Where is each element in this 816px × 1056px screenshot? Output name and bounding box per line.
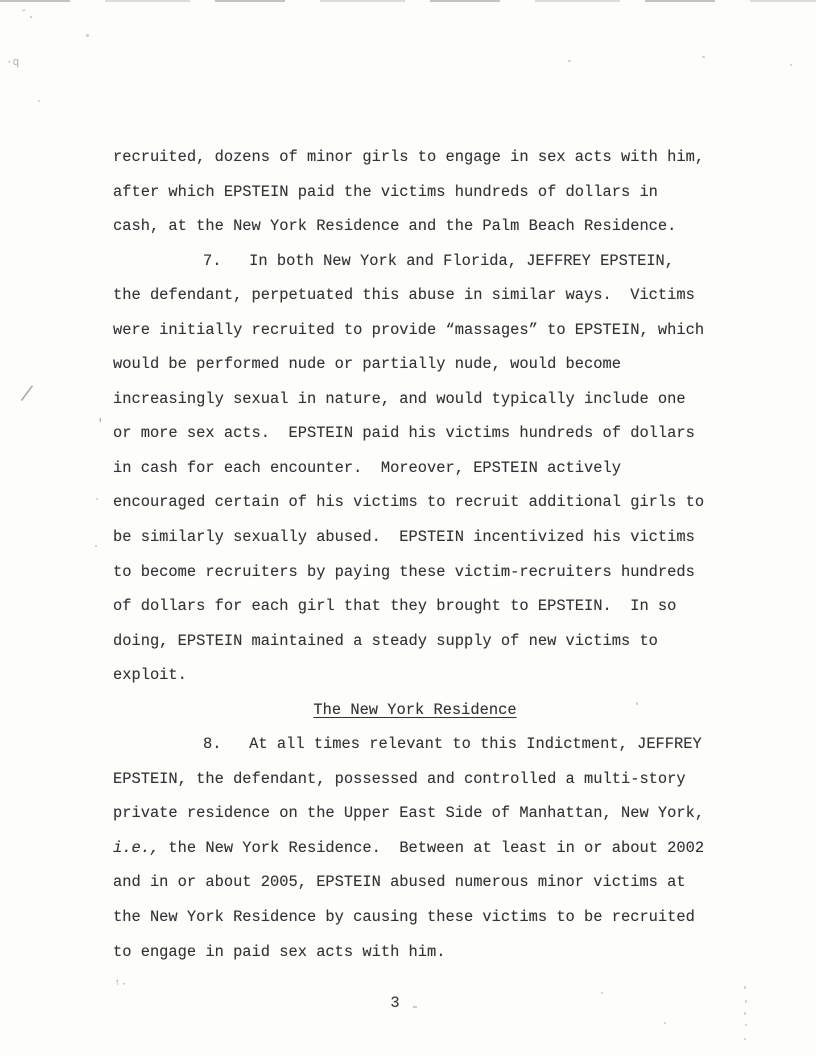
scan-speck [744,1012,746,1015]
scan-speck [95,545,97,547]
scan-speck [664,1022,666,1024]
text-line: were initially recruited to provide “massages” to EPSTEIN, which [113,320,705,339]
scan-speck [745,1000,747,1003]
scan-speck [601,992,603,994]
text-line: cash, at the New York Residence and the Palm Beach Residence. [113,217,677,236]
text-segment: the New York Residence. Between at least in or about 2002 [159,838,705,857]
text-line: in cash for each encounter. Moreover, EPSTEIN actively [113,458,621,477]
text-line: doing, EPSTEIN maintained a steady supply of new victims to [113,631,658,650]
text-line: to engage in paid sex acts with him. [113,942,446,961]
scan-speck [38,100,40,102]
text-line: 7. In both New York and Florida, JEFFREY EPSTEIN, [203,251,675,270]
text-line: private residence on the Upper East Side of Manhattan, New York, [113,804,705,823]
scan-speck [744,1038,746,1040]
text-line: of dollars for each girl that they brought to EPSTEIN. In so [113,597,677,616]
scan-speck [745,1024,747,1026]
scan-speck [636,702,638,705]
text-block [113,140,717,969]
scan-speck [790,64,792,66]
scan-artifact [0,0,816,2]
text-line [113,831,717,866]
text-line: or more sex acts. EPSTEIN paid his victims hundreds of dollars [113,424,695,443]
text-line: be similarly sexually abused. EPSTEIN incentivized his victims [113,528,695,547]
text-line: and in or about 2005, EPSTEIN abused numerous minor victims at [113,873,686,892]
scan-artifact: ·q [6,57,20,69]
italic-text-segment: i.e., [113,838,160,857]
scan-artifact: / [18,382,35,409]
section-heading: The New York Residence [313,700,517,719]
text-line: 8. At all times relevant to this Indictment, JEFFREY [203,735,702,754]
text-line: after which EPSTEIN paid the victims hundreds of dollars in [113,182,658,201]
page-number: 3 [390,994,400,1012]
text-line: EPSTEIN, the defendant, possessed and controlled a multi-story [113,769,686,788]
text-line: would be performed nude or partially nude, would become [113,355,621,374]
scan-speck [744,986,746,989]
scan-speck [413,1006,417,1008]
scan-speck [96,498,98,500]
text-line: encouraged certain of his victims to recruit additional girls to [113,493,705,512]
text-line: the defendant, perpetuated this abuse in similar ways. Victims [113,286,695,305]
scan-artifact: ' [96,417,105,433]
scan-speck [568,60,571,62]
scan-artifact: ˇ. [20,8,35,22]
text-line: recruited, dozens of minor girls to engage in sex acts with him, [113,148,705,166]
text-line: exploit. [113,666,187,685]
scan-speck [86,34,89,37]
text-line: to become recruiters by paying these victim-recruiters hundreds [113,562,695,581]
scan-speck [702,56,705,58]
scan-artifact: ᵗ· [114,979,128,991]
text-line: the New York Residence by causing these victims to be recruited [113,908,695,927]
text-line: increasingly sexual in nature, and would typically include one [113,389,686,408]
